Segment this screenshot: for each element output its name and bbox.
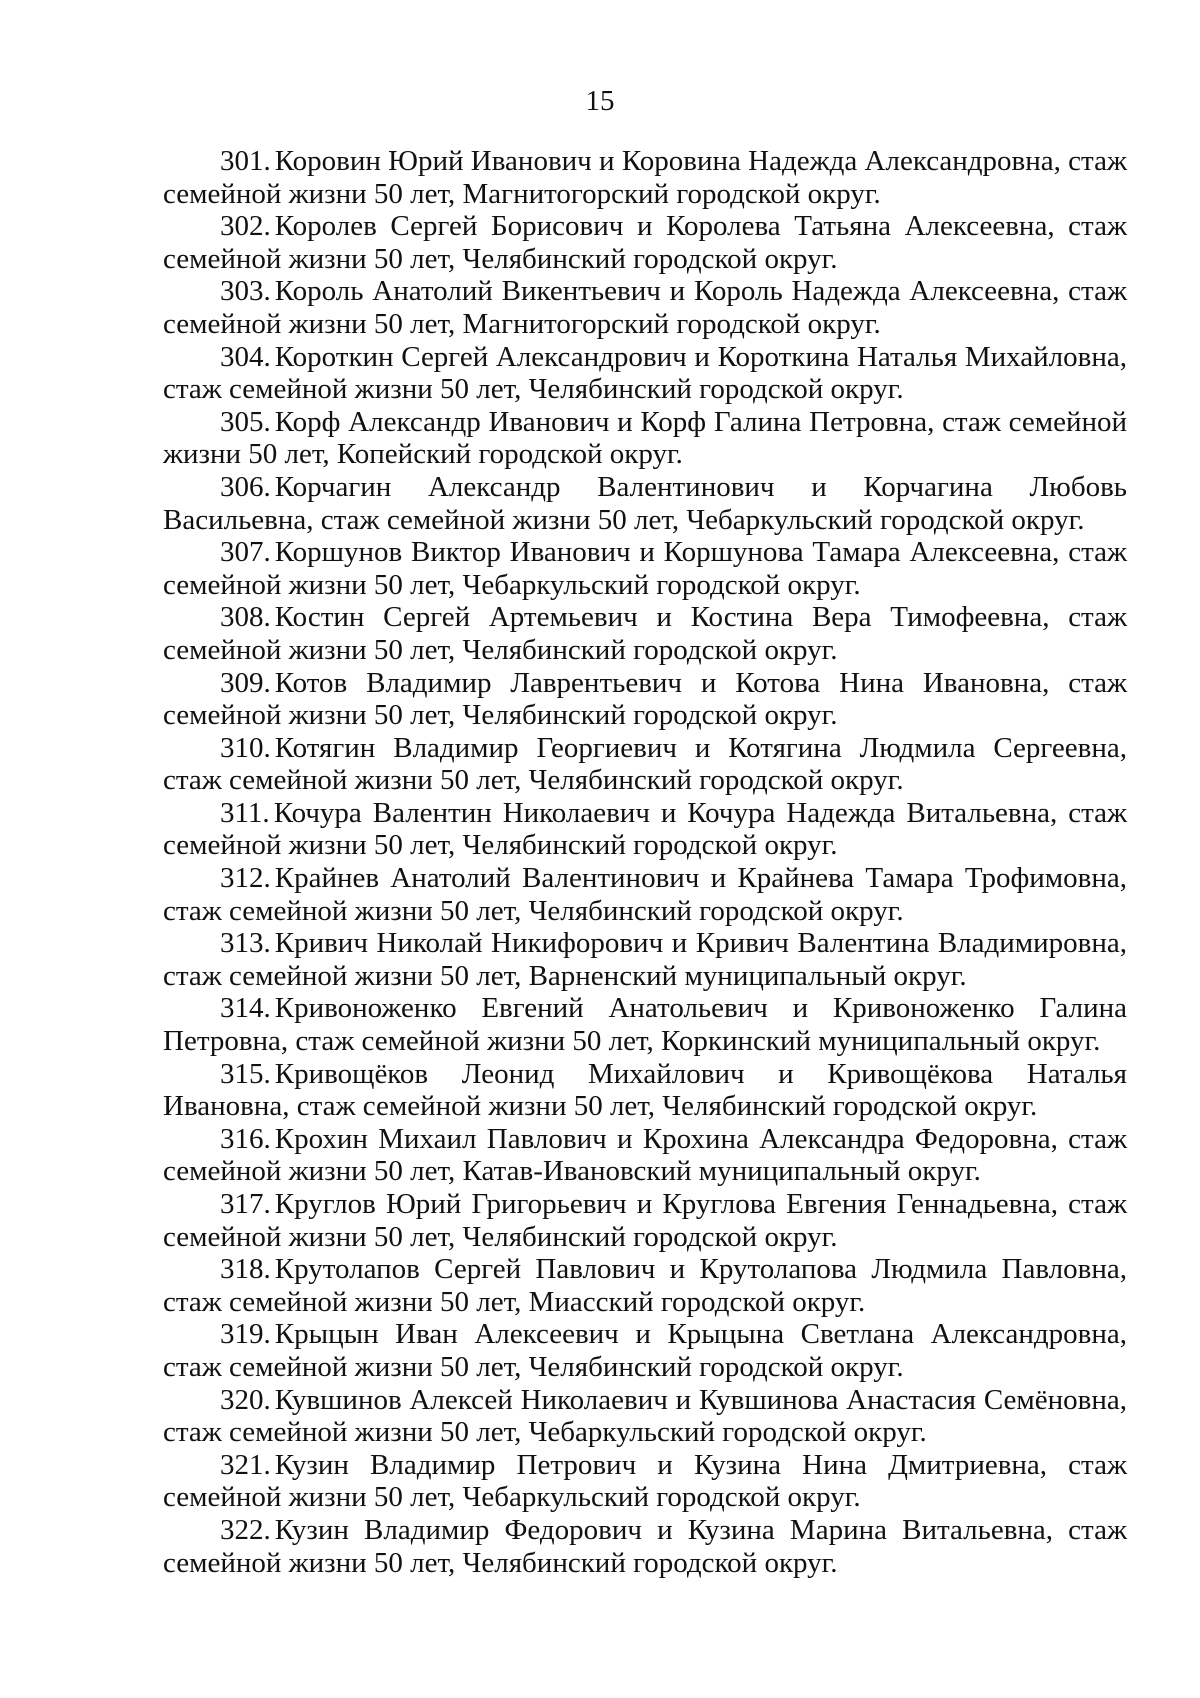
list-item <box>163 1384 1127 1449</box>
entry-number: 310. <box>220 731 271 764</box>
entry-text: Коровин Юрий Иванович и Коровина Надежда Александровна, стаж семейной жизни 50 лет, Магнитогорский городской округ. <box>163 145 1127 210</box>
entry-text: Кривоноженко Евгений Анатольевич и Кривоноженко Галина Петровна, стаж семейной жизни 50 лет, Коркинский муниципальный округ. <box>163 992 1127 1058</box>
entry-number: 320. <box>220 1383 271 1416</box>
entry-number: 317. <box>220 1188 271 1220</box>
list-item <box>163 667 1127 732</box>
entry-number: 309. <box>220 666 271 699</box>
entry-text: Котов Владимир Лаврентьевич и Котова Нина Ивановна, стаж семейной жизни 50 лет, Челябинский городской округ. <box>163 666 1127 732</box>
list-item <box>163 797 1127 862</box>
list-item <box>163 471 1127 536</box>
entry-list <box>163 145 1127 1579</box>
entry-text: Котягин Владимир Георгиевич и Котягина Людмила Сергеевна, стаж семейной жизни 50 лет, Челябинский городской округ. <box>163 731 1127 797</box>
entry-text: Костин Сергей Артемьевич и Костина Вера Тимофеевна, стаж семейной жизни 50 лет, Челябинский городской округ. <box>163 601 1127 666</box>
list-item <box>163 145 1127 210</box>
list-item <box>163 1449 1127 1514</box>
list-item <box>163 992 1127 1057</box>
entry-number: 321. <box>220 1448 271 1481</box>
entry-text: Кузин Владимир Петрович и Кузина Нина Дмитриевна, стаж семейной жизни 50 лет, Чебаркульский городской округ. <box>163 1448 1127 1514</box>
list-item <box>163 601 1127 666</box>
entry-text: Крутолапов Сергей Павлович и Крутолапова Людмила Павловна, стаж семейной жизни 50 лет, Миасский городской округ. <box>163 1253 1127 1318</box>
list-item <box>163 341 1127 406</box>
list-item <box>163 1253 1127 1318</box>
entry-number: 314. <box>220 992 271 1025</box>
entry-number: 316. <box>220 1122 271 1155</box>
entry-text: Корчагин Александр Валентинович и Корчагина Любовь Васильевна, стаж семейной жизни 50 лет, Чебаркульский городской округ. <box>163 470 1127 536</box>
list-item <box>163 1058 1127 1123</box>
entry-text: Королев Сергей Борисович и Королева Татьяна Алексеевна, стаж семейной жизни 50 лет, Челябинский городской округ. <box>163 210 1127 275</box>
entry-text: Кочура Валентин Николаевич и Кочура Надежда Витальевна, стаж семейной жизни 50 лет, Челябинский городской округ. <box>163 796 1127 862</box>
entry-number: 315. <box>220 1057 271 1090</box>
list-item <box>163 210 1127 275</box>
entry-text: Короткин Сергей Александрович и Короткина Наталья Михайловна, стаж семейной жизни 50 лет, Челябинский городской округ. <box>163 340 1127 406</box>
list-item <box>163 1318 1127 1383</box>
page-number: 15 <box>585 85 615 117</box>
entry-text: Крайнев Анатолий Валентинович и Крайнева Тамара Трофимовна, стаж семейной жизни 50 лет, Челябинский городской округ. <box>163 862 1127 927</box>
list-item <box>163 536 1127 601</box>
entry-number: 313. <box>220 927 271 960</box>
entry-text: Круглов Юрий Григорьевич и Круглова Евгения Геннадьевна, стаж семейной жизни 50 лет, Челябинский городской округ. <box>163 1188 1127 1253</box>
list-item <box>163 1123 1127 1188</box>
entry-number: 305. <box>220 405 271 438</box>
entry-number: 301. <box>220 145 271 177</box>
entry-text: Кривич Николай Никифорович и Кривич Валентина Владимировна, стаж семейной жизни 50 лет, Варненский муниципальный округ. <box>163 927 1127 992</box>
list-item <box>163 862 1127 927</box>
entry-text: Кувшинов Алексей Николаевич и Кувшинова Анастасия Семёновна, стаж семейной жизни 50 лет, Чебаркульский городской округ. <box>163 1383 1127 1449</box>
entry-number: 304. <box>220 340 271 373</box>
entry-number: 308. <box>220 601 271 634</box>
entry-number: 311. <box>220 796 270 829</box>
entry-text: Коршунов Виктор Иванович и Коршунова Тамара Алексеевна, стаж семейной жизни 50 лет, Чебаркульский городской округ. <box>163 536 1127 601</box>
list-item <box>163 1188 1127 1253</box>
entry-number: 319. <box>220 1318 271 1351</box>
entry-text: Кузин Владимир Федорович и Кузина Марина Витальевна, стаж семейной жизни 50 лет, Челябинский городской округ. <box>163 1513 1127 1579</box>
entry-number: 322. <box>220 1513 271 1546</box>
entry-number: 318. <box>220 1253 271 1286</box>
list-item <box>163 927 1127 992</box>
entry-number: 302. <box>220 210 271 243</box>
entry-number: 303. <box>220 275 271 308</box>
list-item <box>163 1514 1127 1579</box>
list-item <box>163 732 1127 797</box>
entry-text: Крыцын Иван Алексеевич и Крыцына Светлана Александровна, стаж семейной жизни 50 лет, Челябинский городской округ. <box>163 1318 1127 1383</box>
list-item <box>163 275 1127 340</box>
entry-text: Король Анатолий Викентьевич и Король Надежда Алексеевна, стаж семейной жизни 50 лет, Магнитогорский городской округ. <box>163 275 1127 340</box>
entry-number: 307. <box>220 536 271 569</box>
list-item <box>163 406 1127 471</box>
entry-number: 312. <box>220 862 271 895</box>
entry-text: Кривощёков Леонид Михайлович и Кривощёкова Наталья Ивановна, стаж семейной жизни 50 лет, Челябинский городской округ. <box>163 1057 1127 1123</box>
entry-number: 306. <box>220 470 271 503</box>
entry-text: Крохин Михаил Павлович и Крохина Александра Федоровна, стаж семейной жизни 50 лет, Катав-Ивановский муниципальный округ. <box>163 1122 1127 1188</box>
entry-text: Корф Александр Иванович и Корф Галина Петровна, стаж семейной жизни 50 лет, Копейский городской округ. <box>163 405 1127 471</box>
